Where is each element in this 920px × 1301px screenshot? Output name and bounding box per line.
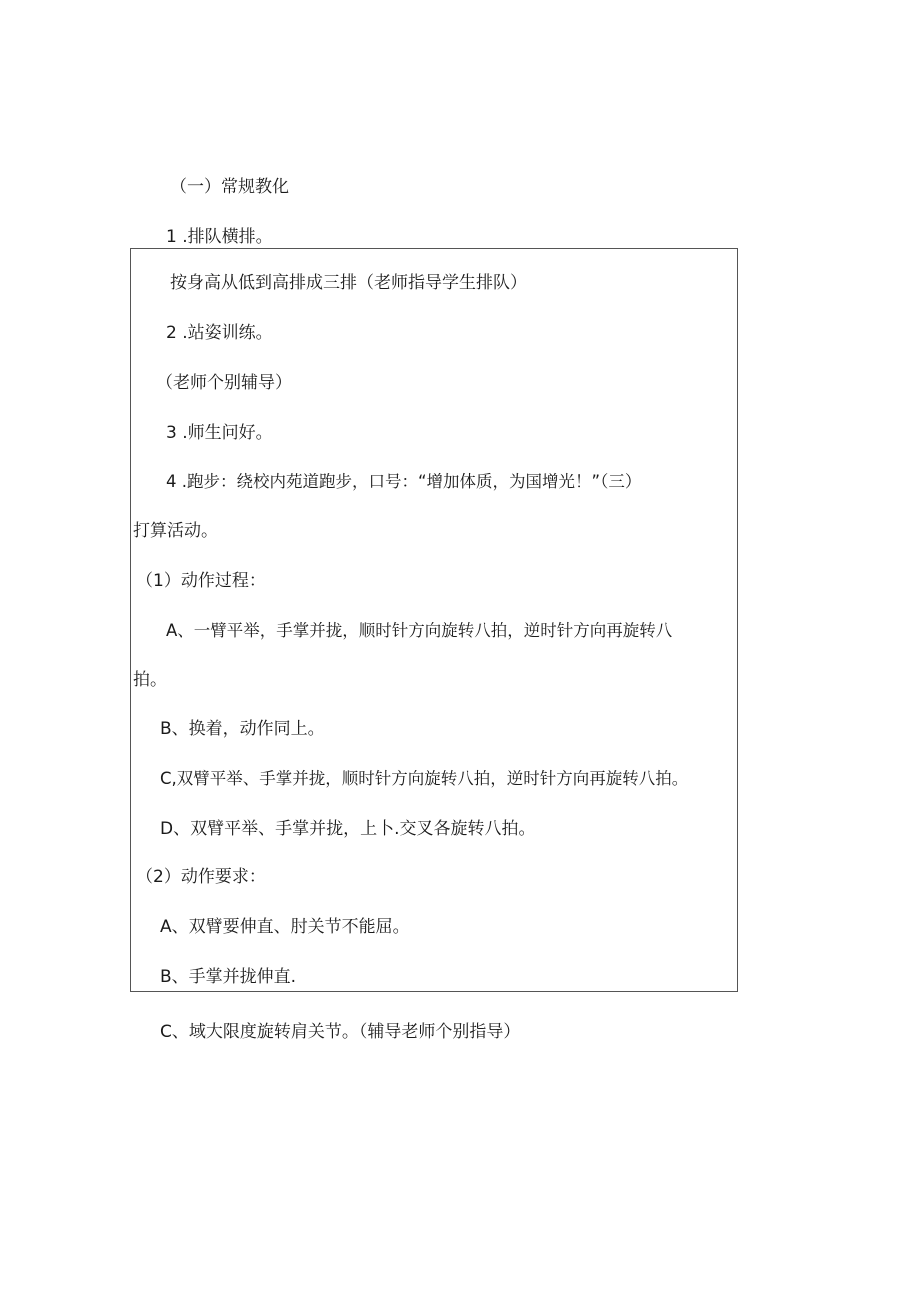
- item-2-line: 2 .站姿训练。: [166, 323, 273, 343]
- sub1-a-line: A、一臂平举，手掌并拢，顺时针方向旋转八拍，逆时针方向再旋转八: [166, 621, 673, 640]
- sub-heading-1: （1）动作过程：: [136, 571, 266, 591]
- box-line-1: 按身高从低到高排成三排（老师指导学生排队）: [170, 273, 527, 293]
- item-3-line: 3 .师生问好。: [166, 423, 273, 443]
- sub1-d-line: D、双臂平举、手掌并拢，上卜.交叉各旋转八拍。: [160, 819, 536, 839]
- item-4-line: 4 .跑步：绕校内苑道跑步，口号：“增加体质，为国增光！”（三）: [166, 472, 642, 491]
- sub1-b-line: B、换着，动作同上。: [160, 719, 325, 739]
- sub1-c-line: C,双臂平举、手掌并拢，顺时针方向旋转八拍，逆时针方向再旋转八拍。: [160, 769, 689, 788]
- sub2-b-line: B、手掌并拢伸直.: [160, 967, 297, 987]
- sub2-a-line: A、双臂要伸直、肘关节不能屈。: [160, 917, 410, 937]
- sub1-a-continuation: 拍。: [133, 670, 167, 690]
- item-1-line: 1 .排队横排。: [166, 227, 273, 247]
- section-heading: （一）常规教化: [170, 177, 289, 197]
- sub-heading-2: （2）动作要求：: [136, 867, 266, 887]
- after-box-line: C、域大限度旋转肩关节。（辅导老师个别指导）: [160, 1022, 521, 1042]
- item-4-continuation: 打算活动。: [133, 521, 218, 541]
- note-line: （老师个别辅导）: [156, 373, 292, 393]
